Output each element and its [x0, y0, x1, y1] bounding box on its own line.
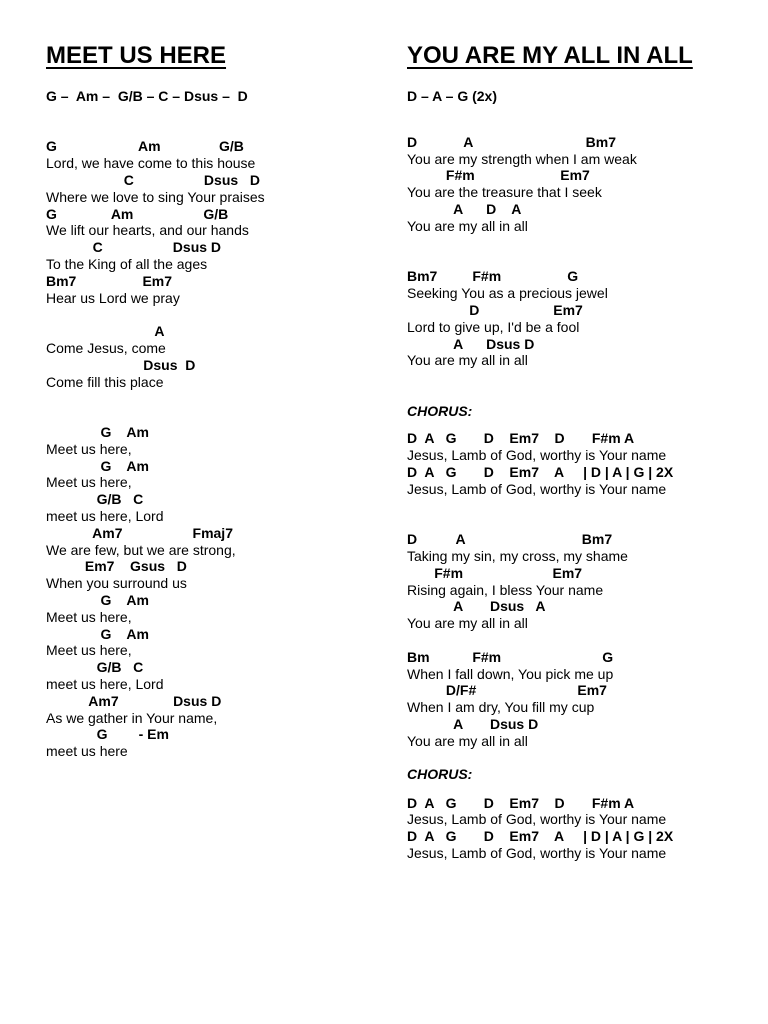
- lyric-line: meet us here: [46, 743, 128, 759]
- chorus-label: CHORUS:: [407, 403, 473, 419]
- chord-line: D A Bm7: [407, 134, 617, 150]
- chord-line: Bm7 Em7: [46, 273, 173, 289]
- lyric-line: Jesus, Lamb of God, worthy is Your name: [407, 845, 667, 861]
- chorus-label: CHORUS:: [407, 766, 473, 782]
- lyric-line: You are my strength when I am weak: [407, 151, 637, 167]
- chord-line: G/B C: [46, 659, 144, 675]
- chord-line: Am7 Dsus D: [46, 693, 222, 709]
- chord-line: G/B C: [46, 491, 144, 507]
- chord-line: G Am: [46, 592, 149, 608]
- lyric-line: Come fill this place: [46, 374, 164, 390]
- chord-line: D Em7: [407, 302, 583, 318]
- chord-line: D A G D Em7 D F#m A: [407, 430, 635, 446]
- lyric-line: Where we love to sing Your praises: [46, 189, 265, 205]
- chord-line: G Am: [46, 458, 149, 474]
- chord-line: A: [46, 323, 165, 339]
- lyric-line: You are my all in all: [407, 218, 528, 234]
- lyric-line: You are my all in all: [407, 352, 528, 368]
- chord-line: C Dsus D: [46, 239, 222, 255]
- chord-line: D/F# Em7: [407, 682, 607, 698]
- chord-line: A D A: [407, 201, 522, 217]
- chord-line: Dsus D: [46, 357, 196, 373]
- lyric-line: Lord to give up, I'd be a fool: [407, 319, 580, 335]
- chord-line: F#m Em7: [407, 167, 590, 183]
- intro-chords: D – A – G (2x): [407, 88, 497, 104]
- lyric-line: Meet us here,: [46, 642, 132, 658]
- lyric-line: You are the treasure that I seek: [407, 184, 602, 200]
- lyric-line: Hear us Lord we pray: [46, 290, 180, 306]
- lyric-line: Lord, we have come to this house: [46, 155, 256, 171]
- lyric-line: When you surround us: [46, 575, 187, 591]
- chord-line: G Am: [46, 626, 149, 642]
- lyric-line: Meet us here,: [46, 474, 132, 490]
- lyric-line: You are my all in all: [407, 615, 528, 631]
- song-title: MEET US HERE: [46, 42, 227, 69]
- lyric-line: Meet us here,: [46, 441, 132, 457]
- lyric-line: Jesus, Lamb of God, worthy is Your name: [407, 811, 667, 827]
- chord-line: Am7 Fmaj7: [46, 525, 233, 541]
- chord-line: Bm7 F#m G: [407, 268, 579, 284]
- chord-line: G Am: [46, 424, 149, 440]
- lyric-line: As we gather in Your name,: [46, 710, 218, 726]
- lyric-line: meet us here, Lord: [46, 676, 164, 692]
- lyric-line: When I am dry, You fill my cup: [407, 699, 595, 715]
- chord-line: D A G D Em7 A | D | A | G | 2X: [407, 464, 674, 480]
- lyric-line: Seeking You as a precious jewel: [407, 285, 608, 301]
- lyric-line: To the King of all the ages: [46, 256, 208, 272]
- chord-line: A Dsus D: [407, 716, 539, 732]
- chord-line: D A G D Em7 D F#m A: [407, 795, 635, 811]
- chord-line: D A Bm7: [407, 531, 613, 547]
- lyric-line: Jesus, Lamb of God, worthy is Your name: [407, 447, 667, 463]
- lyric-line: We lift our hearts, and our hands: [46, 222, 249, 238]
- chord-line: D A G D Em7 A | D | A | G | 2X: [407, 828, 674, 844]
- chord-line: Em7 Gsus D: [46, 558, 187, 574]
- chord-line: A Dsus D: [407, 336, 535, 352]
- lyric-line: Rising again, I bless Your name: [407, 582, 604, 598]
- lyric-line: We are few, but we are strong,: [46, 542, 236, 558]
- song-title: YOU ARE MY ALL IN ALL: [407, 42, 693, 69]
- chord-line: Bm F#m G: [407, 649, 614, 665]
- lyric-line: Meet us here,: [46, 609, 132, 625]
- lyric-line: meet us here, Lord: [46, 508, 164, 524]
- lyric-line: Taking my sin, my cross, my shame: [407, 548, 628, 564]
- chord-line: G - Em: [46, 726, 169, 742]
- intro-chords: G – Am – G/B – C – Dsus – D: [46, 88, 248, 104]
- chord-line: G Am G/B: [46, 138, 244, 154]
- lyric-line: You are my all in all: [407, 733, 528, 749]
- chord-line: A Dsus A: [407, 598, 546, 614]
- chord-line: F#m Em7: [407, 565, 583, 581]
- chord-line: C Dsus D: [46, 172, 260, 188]
- lyric-line: Jesus, Lamb of God, worthy is Your name: [407, 481, 667, 497]
- chord-line: G Am G/B: [46, 206, 229, 222]
- lyric-line: Come Jesus, come: [46, 340, 166, 356]
- lyric-line: When I fall down, You pick me up: [407, 666, 614, 682]
